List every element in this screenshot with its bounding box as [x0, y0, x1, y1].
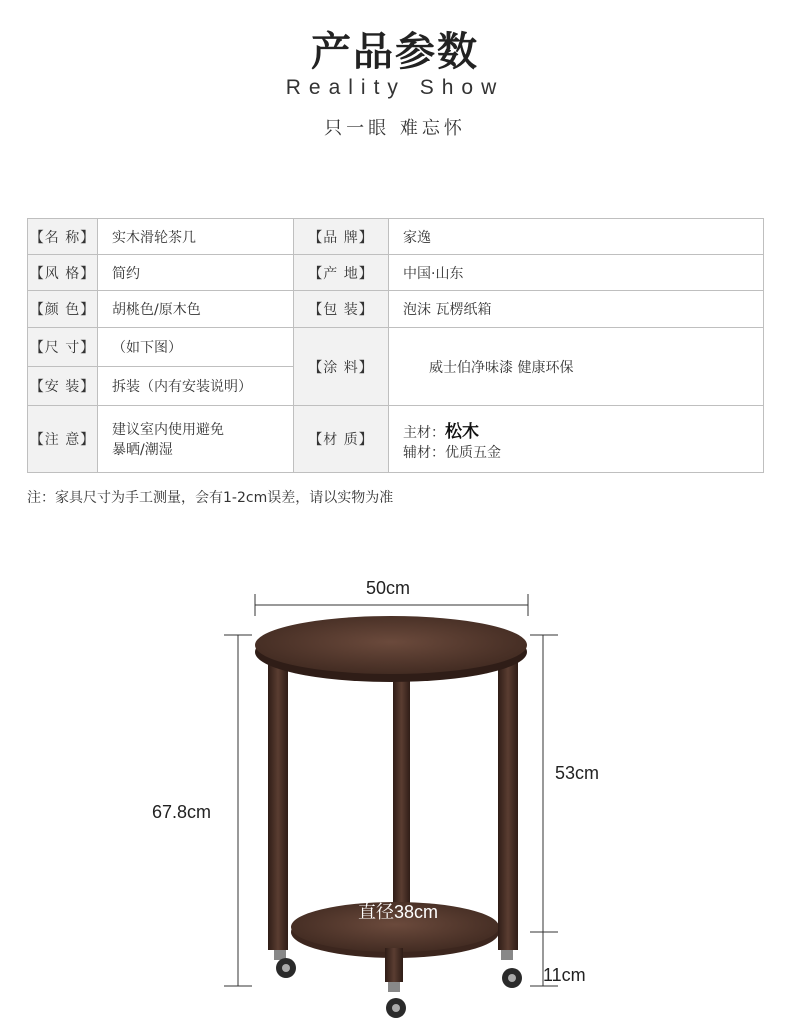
main-material-value: 松木	[445, 421, 479, 442]
wheel-height-label: 11cm	[543, 965, 586, 985]
table-row	[28, 328, 764, 367]
subtitle-english: Reality Show	[285, 76, 505, 99]
page-title: 产品参数	[311, 29, 479, 75]
brand-value: 家逸	[389, 219, 764, 255]
table-row	[28, 291, 764, 328]
notice-label: 【注 意】	[28, 406, 98, 473]
subtitle-chinese: 只一眼 难忘怀	[324, 118, 466, 139]
back-leg	[393, 668, 410, 903]
total-height-label: 67.8cm	[152, 802, 212, 822]
front-left-leg	[268, 660, 288, 950]
top-to-shelf-label: 53cm	[555, 763, 600, 783]
front-center-leg	[385, 948, 403, 982]
table-dimension-figure	[0, 560, 790, 1030]
notice-value	[98, 406, 294, 473]
shelf-diameter-label: 直径38cm	[357, 902, 439, 922]
table-row	[28, 219, 764, 255]
notice-line-1: 建议室内使用避免	[112, 422, 224, 438]
packing-value: 泡沫 瓦楞纸箱	[389, 291, 764, 328]
coating-label: 【涂 料】	[294, 328, 389, 406]
color-label: 【颜 色】	[28, 291, 98, 328]
origin-value: 中国·山东	[389, 255, 764, 291]
aux-material-label: 辅材：	[403, 444, 445, 461]
front-right-leg	[498, 660, 518, 950]
coating-value: 威士伯净味漆 健康环保	[389, 328, 764, 406]
install-value: 拆装（内有安装说明）	[98, 367, 294, 406]
brand-label: 【品 牌】	[294, 219, 389, 255]
style-label: 【风 格】	[28, 255, 98, 291]
table-row	[28, 406, 764, 473]
size-label: 【尺 寸】	[28, 328, 98, 367]
color-value: 胡桃色/原木色	[98, 291, 294, 328]
table-top	[255, 616, 527, 674]
top-width-label: 50cm	[365, 578, 411, 598]
origin-label: 【产 地】	[294, 255, 389, 291]
style-value: 简约	[98, 255, 294, 291]
name-value: 实木滑轮茶几	[98, 219, 294, 255]
measurement-note: 注：家具尺寸为手工测量，会有1-2cm误差，请以实物为准	[27, 490, 394, 506]
notice-line-2: 暴晒/潮湿	[112, 442, 173, 458]
material-label: 【材 质】	[294, 406, 389, 473]
install-label: 【安 装】	[28, 367, 98, 406]
size-value: （如下图）	[98, 328, 294, 367]
material-value	[389, 406, 764, 473]
table-row	[28, 255, 764, 291]
packing-label: 【包 装】	[294, 291, 389, 328]
main-material-label: 主材：	[403, 424, 445, 441]
aux-material-value: 优质五金	[445, 444, 501, 461]
product-parameters-table	[27, 218, 764, 473]
name-label: 【名 称】	[28, 219, 98, 255]
